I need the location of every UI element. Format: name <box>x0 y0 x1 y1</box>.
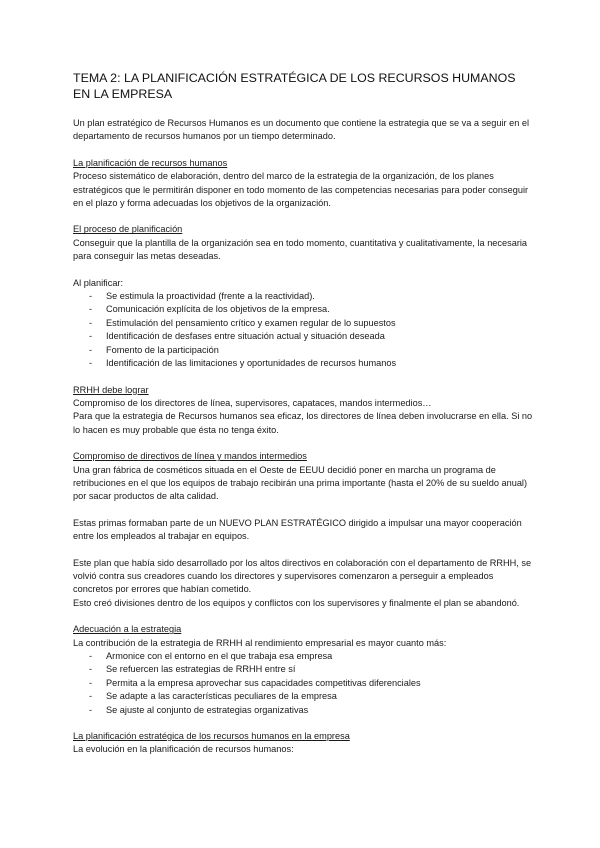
adecuacion-list <box>73 650 533 717</box>
section-heading: La planificación de recursos humanos <box>73 157 228 168</box>
section-proceso-planificacion <box>73 223 533 263</box>
section-text: Compromiso de los directores de línea, supervisores, capataces, mandos intermedios… <box>73 397 432 408</box>
list-item: - Armonice con el entorno en el que trabaja esa empresa <box>73 650 533 663</box>
section-heading: Compromiso de directivos de línea y mandos intermedios <box>73 451 307 462</box>
section-text: Proceso sistemático de elaboración, dentro del marco de la estrategia de la organización, de los planes estratégicos que le permitirán disponer en todo momento de las competencias necesarias para poder conseguir en el plazo y forma adecuadas los objetivos de la organización. <box>73 171 529 209</box>
section-heading: El proceso de planificación <box>73 224 183 235</box>
intro-paragraph: Un plan estratégico de Recursos Humanos es un documento que contiene la estrategia que se va a seguir en el departamento de recursos humanos por un tiempo determinado. <box>73 118 530 142</box>
document-body <box>73 70 533 757</box>
list-item: - Permita a la empresa aprovechar sus capacidades competitivas diferenciales <box>73 677 533 690</box>
section-text: La contribución de la estrategia de RRHH al rendimiento empresarial es mayor cuanto más: <box>73 637 447 648</box>
section-text: Conseguir que la plantilla de la organización sea en todo momento, cuantitativa y cualitativamente, la necesaria para conseguir las metas deseadas. <box>73 237 528 262</box>
list-item: - Identificación de desfases entre situación actual y situación deseada <box>73 330 533 343</box>
list-item: - Se ajuste al conjunto de estrategias organizativas <box>73 704 533 717</box>
list-intro: Al planificar: <box>73 277 124 288</box>
list-item: - Comunicación explícita de los objetivos de la empresa. <box>73 303 533 316</box>
section-heading: Adecuación a la estrategia <box>73 624 182 635</box>
list-item: - Identificación de las limitaciones y oportunidades de recursos humanos <box>73 357 533 370</box>
section-planificacion-estrategica <box>73 730 533 757</box>
section-text: Para que la estrategia de Recursos humanos sea eficaz, los directores de línea deben involucrarse en ella. Si no lo hacen es muy probable que ésta no tenga éxito. <box>73 411 533 435</box>
section-text: Esto creó divisiones dentro de los equipos y conflictos con los supervisores y finalmente el plan se abandonó. <box>73 597 520 608</box>
list-item: - Fomento de la participación <box>73 344 533 357</box>
section-heading: RRHH debe lograr <box>73 384 149 395</box>
section-text: La evolución en la planificación de recursos humanos: <box>73 744 294 755</box>
list-item: - Estimulación del pensamiento crítico y examen regular de lo supuestos <box>73 317 533 330</box>
section-text: Este plan que había sido desarrollado por los altos directivos en colaboración con el departamento de RRHH, se volvió contra sus creadores cuando los directores y supervisores comenzaron a perseguir a empleados concretos por errores que habían cometido. <box>73 557 532 595</box>
section-compromiso-directivos <box>73 450 533 610</box>
section-text: Estas primas formaban parte de un NUEVO PLAN ESTRATÉGICO dirigido a impulsar una mayor cooperación entre los empleados al trabajar en equipos. <box>73 517 522 542</box>
section-planificacion-rrhh <box>73 157 533 211</box>
list-item: - Se refuercen las estrategias de RRHH entre sí <box>73 663 533 676</box>
section-adecuacion-estrategia <box>73 623 533 650</box>
list-item: - Se adapte a las características peculiares de la empresa <box>73 690 533 703</box>
section-heading: La planificación estratégica de los recursos humanos en la empresa <box>73 731 350 742</box>
section-rrhh-debe-lograr <box>73 384 533 438</box>
planificar-list <box>73 290 533 370</box>
list-item: - Se estimula la proactividad (frente a la reactividad). <box>73 290 533 303</box>
section-text: Una gran fábrica de cosméticos situada en el Oeste de EEUU decidió poner en marcha un programa de retribuciones en el que los equipos de trabajo recibirán una prima importante (hasta el 20% de su sueldo anual) por sacar productos de alta calidad. <box>73 464 528 502</box>
document-title: TEMA 2: LA PLANIFICACIÓN ESTRATÉGICA DE LOS RECURSOS HUMANOS EN LA EMPRESA <box>73 71 516 101</box>
